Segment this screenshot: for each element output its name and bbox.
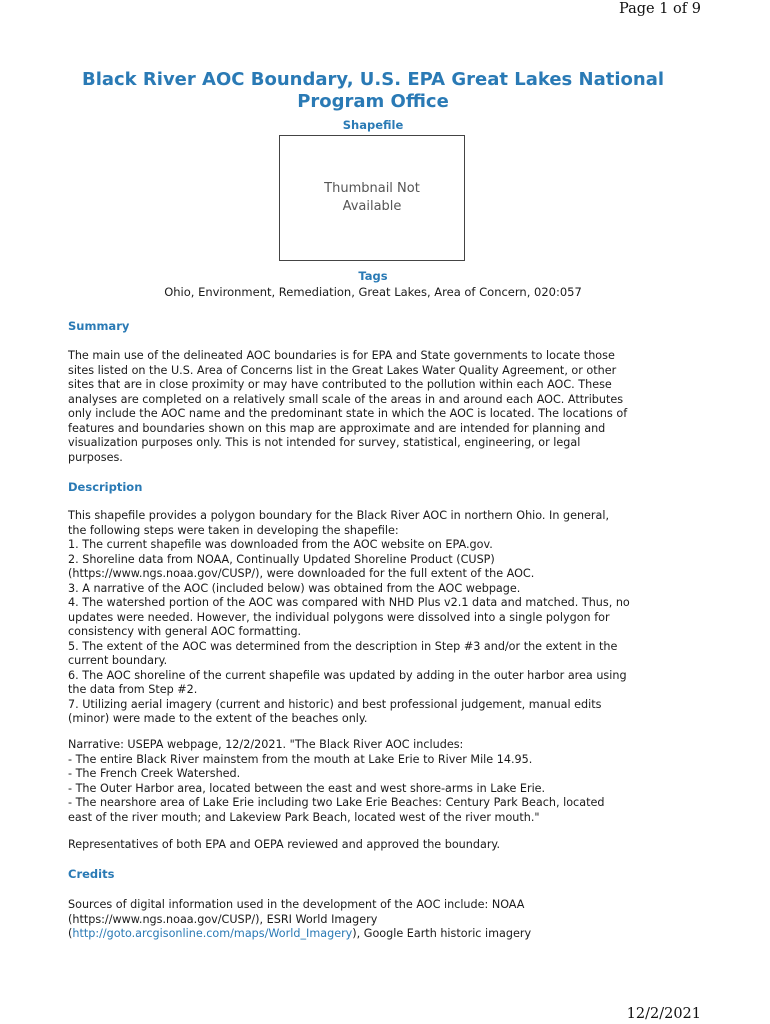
page-number: Page 1 of 9: [619, 1, 701, 17]
title-line: Program Office: [297, 91, 449, 112]
credits-heading: Credits: [68, 867, 115, 881]
text-line: 1. The current shapefile was downloaded from the AOC website on EPA.gov.: [68, 538, 493, 551]
text-line: sites listed on the U.S. Area of Concerns list in the Great Lakes Water Quality Agreement, or other: [68, 363, 617, 377]
text-line: The main use of the delineated AOC boundaries is for EPA and State governments to locate those: [68, 349, 615, 362]
thumbnail-placeholder: [279, 135, 465, 261]
text-line: updates were needed. However, the individual polygons were dissolved into a single polygon for: [68, 610, 610, 624]
description-heading: Description: [68, 480, 143, 494]
text-line: - The nearshore area of Lake Erie including two Lake Erie Beaches: Century Park Beach, located: [68, 796, 605, 809]
text-line: - The entire Black River mainstem from the mouth at Lake Erie to River Mile 14.95.: [68, 752, 533, 766]
text-line: purposes.: [68, 450, 123, 464]
text-line: 4. The watershed portion of the AOC was compared with NHD Plus v2.1 data and matched. Thus, no: [68, 596, 630, 609]
text-line: visualization purposes only. This is not intended for survey, statistical, engineering, or legal: [68, 436, 581, 449]
text-line: (https://www.ngs.noaa.gov/CUSP/), ESRI World Imagery: [68, 912, 378, 926]
credits-text: [68, 898, 668, 942]
description-steps: [68, 509, 668, 727]
footer-date: 12/2/2021: [626, 1006, 701, 1022]
tags-heading: Tags: [358, 269, 388, 283]
summary-text: [68, 349, 668, 465]
text-fragment: (: [68, 927, 73, 940]
text-line: 3. A narrative of the AOC (included below) was obtained from the AOC webpage.: [68, 581, 521, 595]
thumbnail-text: Available: [342, 199, 402, 214]
text-line: current boundary.: [68, 654, 168, 667]
text-fragment: ), Google Earth historic imagery: [352, 927, 532, 940]
text-line: - The French Creek Watershed.: [68, 767, 241, 780]
text-line: east of the river mouth; and Lakeview Park Beach, located west of the river mouth.": [68, 810, 540, 824]
text-line: consistency with general AOC formatting.: [68, 625, 302, 638]
text-line: [68, 927, 668, 942]
text-line: (https://www.ngs.noaa.gov/CUSP/), were downloaded for the full extent of the AOC.: [68, 567, 535, 580]
thumbnail-text: Thumbnail Not: [324, 181, 420, 196]
world-imagery-link[interactable]: http://goto.arcgisonline.com/maps/World_Imagery: [72, 927, 353, 940]
type-label: Shapefile: [342, 118, 404, 132]
text-line: the data from Step #2.: [68, 683, 198, 696]
text-line: 5. The extent of the AOC was determined from the description in Step #3 and/or the extent in the: [68, 639, 618, 653]
text-line: 7. Utilizing aerial imagery (current and historic) and best professional judgement, manual edits: [68, 697, 602, 711]
description-approval: [68, 838, 668, 853]
text-line: 6. The AOC shoreline of the current shapefile was updated by adding in the outer harbor area using: [68, 668, 627, 682]
text-line: features and boundaries shown on this map are approximate and are intended for planning and: [68, 421, 606, 435]
text-line: the following steps were taken in developing the shapefile:: [68, 523, 399, 537]
text-line: analyses are completed on a relatively small scale of the areas in and around each AOC. Attributes: [68, 392, 624, 406]
tags-list: Ohio, Environment, Remediation, Great Lakes, Area of Concern, 020:057: [164, 285, 582, 299]
text-line: - The Outer Harbor area, located between the east and west shore-arms in Lake Erie.: [68, 781, 546, 795]
summary-heading: Summary: [68, 319, 130, 333]
text-line: Representatives of both EPA and OEPA reviewed and approved the boundary.: [68, 838, 501, 851]
text-line: only include the AOC name and the predominant state in which the AOC is located. The locations of: [68, 407, 628, 420]
text-line: Narrative: USEPA webpage, 12/2/2021. "The Black River AOC includes:: [68, 738, 464, 751]
description-narrative: [68, 738, 668, 825]
text-line: (minor) were made to the extent of the beaches only.: [68, 712, 368, 725]
document-title: [68, 69, 678, 113]
text-line: 2. Shoreline data from NOAA, Continually Updated Shoreline Product (CUSP): [68, 552, 495, 566]
title-line: Black River AOC Boundary, U.S. EPA Great Lakes National: [81, 69, 665, 90]
text-line: sites that are in close proximity or may have contributed to the pollution within each AOC. These: [68, 378, 612, 391]
text-line: Sources of digital information used in the development of the AOC include: NOAA: [68, 898, 525, 911]
text-line: This shapefile provides a polygon boundary for the Black River AOC in northern Ohio. In general,: [68, 509, 610, 522]
